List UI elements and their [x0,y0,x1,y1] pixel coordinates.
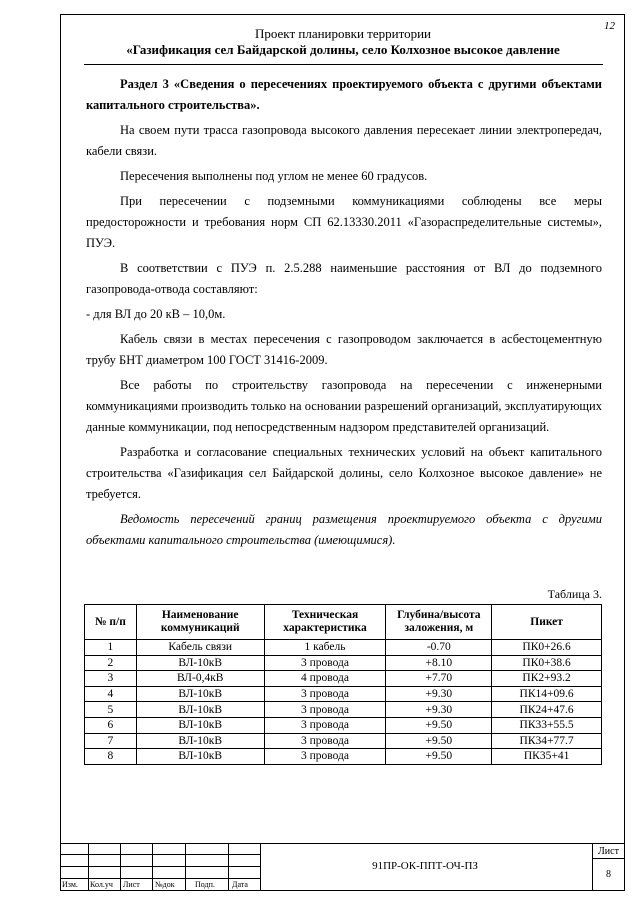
paragraph: - для ВЛ до 20 кВ – 10,0м. [86,307,226,321]
table-caption: Таблица 3. [547,587,602,601]
table-row [85,671,602,687]
paragraph: Пересечения выполнены под углом не менее 60 градусов. [120,169,428,183]
table-cell: 1 [85,640,137,656]
stamp-label-izm: Изм. [62,880,78,889]
header-cell: № п/п [85,605,137,640]
table-cell: 1 кабель [264,640,386,656]
table-cell: +9.50 [386,749,492,765]
stamp-rule [60,854,260,855]
table-cell: ПК35+41 [492,749,602,765]
table-cell: 3 провода [264,655,386,671]
table-cell: 7 [85,733,137,749]
table-row [85,749,602,765]
table-cell: 2 [85,655,137,671]
stamp-rule [60,843,625,844]
table-cell: 8 [85,749,137,765]
header-cell: Глубина/высота заложения, м [386,605,492,640]
table-cell: ВЛ-10кВ [136,686,264,702]
table-cell: +7.70 [386,671,492,687]
stamp-rule [60,866,260,867]
table-cell: 6 [85,717,137,733]
header-cell: Техническая характеристика [264,605,386,640]
table-row [85,733,602,749]
table-cell: 3 [85,671,137,687]
table-cell: 3 провода [264,686,386,702]
table-cell: 3 провода [264,733,386,749]
stamp-label-list: Лист [123,880,140,889]
table-intro: Ведомость пересечений границ размещения проектируемого объекта с другими объектами капитального строительства (имеющимися). [86,512,602,547]
stamp-label-koluch: Кол.уч [90,880,113,889]
header-cell: Пикет [492,605,602,640]
table-cell: +8.10 [386,655,492,671]
table-cell: +9.30 [386,686,492,702]
table-row [85,702,602,718]
sheet-number: 8 [606,869,611,880]
header-cell: Наименование коммуникаций [136,605,264,640]
table-cell: ПК0+26.6 [492,640,602,656]
table-cell: +9.50 [386,717,492,733]
stamp-rule [185,843,186,891]
stamp-rule [120,843,121,891]
table-cell: Кабель связи [136,640,264,656]
table-row [85,686,602,702]
table-cell: ВЛ-10кВ [136,749,264,765]
table-cell: +9.30 [386,702,492,718]
table-cell: ВЛ-10кВ [136,655,264,671]
section-title: Раздел 3 «Сведения о пересечениях проектируемого объекта с другими объектами капитального строительства». [86,77,602,112]
table-cell: 3 провода [264,749,386,765]
table-cell: 3 провода [264,717,386,733]
stamp-label-podp: Подп. [195,880,215,889]
table-cell: ПК24+47.6 [492,702,602,718]
paragraph: Все работы по строительству газопровода на пересечении с инженерными коммуникациями производить только на основании разрешений организаций, эксплуатирующих данные коммуникации, под непосредственным надзором представителей организаций. [86,378,602,434]
table-row [85,655,602,671]
document-body [86,74,602,555]
table-row [85,717,602,733]
corner-page-number: 12 [604,20,615,32]
stamp-rule [228,843,229,891]
table-cell: ВЛ-0,4кВ [136,671,264,687]
stamp-label-data: Дата [232,880,248,889]
table-cell: ВЛ-10кВ [136,717,264,733]
crossings-table [84,604,602,765]
table-header-row [85,605,602,640]
header-divider [84,64,603,65]
table-cell: +9.50 [386,733,492,749]
table-cell: 3 провода [264,702,386,718]
stamp-rule [592,858,625,859]
stamp-rule [60,878,260,879]
table-cell: ПК33+55.5 [492,717,602,733]
paragraph: При пересечении с подземными коммуникациями соблюдены все меры предосторожности и требования норм СП 62.13330.2011 «Газораспределительные системы», ПУЭ. [86,194,602,250]
stamp-label-ndok: №док [155,880,175,889]
stamp-rule [88,843,89,891]
table-cell: 4 провода [264,671,386,687]
table-cell: ВЛ-10кВ [136,702,264,718]
paragraph: Кабель связи в местах пересечения с газопроводом заключается в асбестоцементную трубу БНТ диаметром 100 ГОСТ 31416-2009. [86,332,602,367]
sheet-label: Лист [598,846,619,857]
table-cell: ПК34+77.7 [492,733,602,749]
table-cell: ПК2+93.2 [492,671,602,687]
paragraph: Разработка и согласование специальных технических условий на объект капитального строительства «Газификация сел Байдарской долины, село Колхозное высокое давление» не требуется. [86,445,602,501]
table-cell: ПК0+38.6 [492,655,602,671]
table-cell: ПК14+09.6 [492,686,602,702]
header-line-1: Проект планировки территории [254,26,431,41]
table-row [85,640,602,656]
table-cell: 5 [85,702,137,718]
document-code: 91ПР-ОК-ППТ-ОЧ-ПЗ [372,860,478,872]
stamp-rule [152,843,153,891]
paragraph: В соответствии с ПУЭ п. 2.5.288 наименьшие расстояния от ВЛ до подземного газопровода-отвода составляют: [86,261,602,296]
header-line-2: «Газификация сел Байдарской долины, село Колхозное высокое давление [126,42,560,57]
paragraph: На своем пути трасса газопровода высокого давления пересекает линии электропередач, кабели связи. [86,123,602,158]
table-cell: 4 [85,686,137,702]
table-cell: -0.70 [386,640,492,656]
table-cell: ВЛ-10кВ [136,733,264,749]
